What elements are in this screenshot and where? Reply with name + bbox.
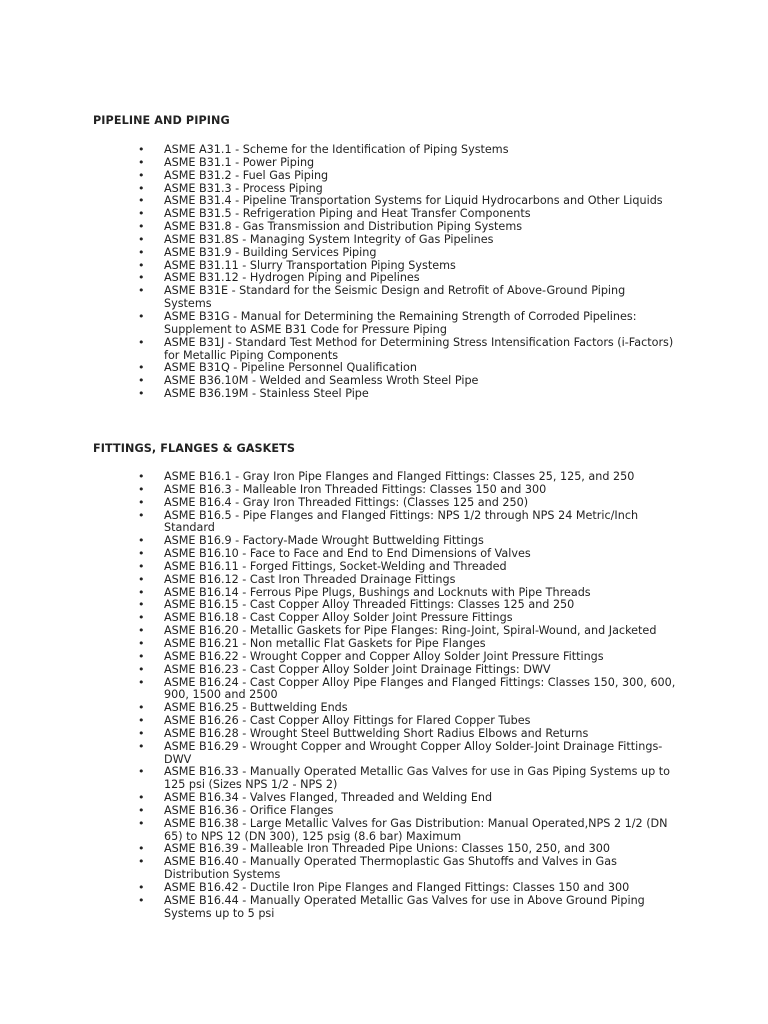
list-item-text: ASME B16.9 - Factory-Made Wrought Buttwelding Fittings bbox=[164, 534, 484, 548]
list-item bbox=[136, 388, 676, 401]
bullet-icon: • bbox=[138, 791, 145, 805]
list-item-text: ASME B31.11 - Slurry Transportation Piping Systems bbox=[164, 258, 456, 272]
bullet-icon: • bbox=[138, 881, 145, 894]
bullet-icon: • bbox=[138, 842, 145, 856]
list-item-text: ASME B16.39 - Malleable Iron Threaded Pipe Unions: Classes 150, 250, and 300 bbox=[164, 842, 611, 856]
list-item-text: ASME B16.33 - Manually Operated Metallic Gas Valves for use in Gas Piping Systems up to 125 psi (Sizes NPS 1/2 - NPS 2) bbox=[164, 765, 670, 792]
list-item-text: ASME B16.38 - Large Metallic Valves for Gas Distribution: Manual Operated,NPS 2 1/2 (DN 65) to NPS 12 (DN 300), 125 psig (8.6 bar) Maximum bbox=[164, 816, 668, 843]
list-item-text: ASME B36.10M - Welded and Seamless Wroth Steel Pipe bbox=[164, 374, 479, 388]
section-heading-pipeline-and-piping: PIPELINE AND PIPING bbox=[93, 114, 230, 127]
list-item bbox=[136, 285, 676, 311]
bullet-icon: • bbox=[138, 245, 145, 259]
bullet-icon: • bbox=[138, 194, 145, 208]
bullet-icon: • bbox=[138, 726, 145, 740]
bullet-icon: • bbox=[138, 232, 145, 246]
bullet-icon: • bbox=[138, 675, 145, 689]
bullet-icon: • bbox=[138, 335, 145, 349]
standards-list-piping bbox=[136, 144, 676, 401]
bullet-icon: • bbox=[138, 803, 145, 817]
bullet-icon: • bbox=[138, 374, 145, 388]
list-item-text: ASME B16.10 - Face to Face and End to End Dimensions of Valves bbox=[164, 547, 531, 561]
bullet-icon: • bbox=[138, 636, 145, 650]
list-item bbox=[136, 818, 676, 844]
list-item-text: ASME B16.44 - Manually Operated Metallic Gas Valves for use in Above Ground Piping Systems up to 5 psi bbox=[164, 893, 645, 920]
list-item-text: ASME A31.1 - Scheme for the Identification of Piping Systems bbox=[164, 143, 509, 156]
list-item-text: ASME B16.25 - Buttwelding Ends bbox=[164, 701, 348, 715]
list-item-text: ASME B31.5 - Refrigeration Piping and Heat Transfer Components bbox=[164, 207, 531, 221]
bullet-icon: • bbox=[138, 309, 145, 323]
list-item-text: ASME B16.34 - Valves Flanged, Threaded and Welding End bbox=[164, 791, 493, 805]
list-item-text: ASME B16.23 - Cast Copper Alloy Solder Joint Drainage Fittings: DWV bbox=[164, 662, 551, 676]
bullet-icon: • bbox=[138, 893, 145, 907]
bullet-icon: • bbox=[138, 598, 145, 612]
bullet-icon: • bbox=[138, 585, 145, 599]
list-item bbox=[136, 677, 676, 703]
list-item-text: ASME B16.18 - Cast Copper Alloy Solder Joint Pressure Fittings bbox=[164, 611, 513, 625]
list-item-text: ASME B31.4 - Pipeline Transportation Systems for Liquid Hydrocarbons and Other Liquids bbox=[164, 194, 663, 208]
list-item-text: ASME B16.15 - Cast Copper Alloy Threaded Fittings: Classes 125 and 250 bbox=[164, 598, 575, 612]
bullet-icon: • bbox=[138, 143, 145, 156]
bullet-icon: • bbox=[138, 207, 145, 221]
bullet-icon: • bbox=[138, 559, 145, 573]
list-item-text: ASME B16.26 - Cast Copper Alloy Fittings for Flared Copper Tubes bbox=[164, 714, 531, 728]
bullet-icon: • bbox=[138, 387, 145, 401]
bullet-icon: • bbox=[138, 765, 145, 779]
bullet-icon: • bbox=[138, 855, 145, 869]
list-item bbox=[136, 766, 676, 792]
list-item-text: ASME B31.9 - Building Services Piping bbox=[164, 245, 377, 259]
bullet-icon: • bbox=[138, 649, 145, 663]
list-item-text: ASME B36.19M - Stainless Steel Pipe bbox=[164, 387, 369, 401]
bullet-icon: • bbox=[138, 361, 145, 375]
list-item-text: ASME B31.3 - Process Piping bbox=[164, 181, 323, 195]
bullet-icon: • bbox=[138, 611, 145, 625]
list-item-text: ASME B31.8S - Managing System Integrity of Gas Pipelines bbox=[164, 232, 494, 246]
bullet-icon: • bbox=[138, 155, 145, 169]
bullet-icon: • bbox=[138, 495, 145, 509]
list-item bbox=[136, 856, 676, 882]
bullet-icon: • bbox=[138, 508, 145, 522]
bullet-icon: • bbox=[138, 534, 145, 548]
list-item-text: ASME B31J - Standard Test Method for Determining Stress Intensification Factors (i-Factors) for Metallic Piping Components bbox=[164, 335, 674, 362]
bullet-icon: • bbox=[138, 572, 145, 586]
list-item-text: ASME B16.28 - Wrought Steel Buttwelding Short Radius Elbows and Returns bbox=[164, 726, 589, 740]
bullet-icon: • bbox=[138, 258, 145, 272]
list-item bbox=[136, 741, 676, 767]
list-item-text: ASME B16.1 - Gray Iron Pipe Flanges and Flanged Fittings: Classes 25, 125, and 250 bbox=[164, 470, 635, 483]
list-item bbox=[136, 895, 676, 921]
bullet-icon: • bbox=[138, 662, 145, 676]
list-item-text: ASME B16.14 - Ferrous Pipe Plugs, Bushings and Locknuts with Pipe Threads bbox=[164, 585, 591, 599]
list-item-text: ASME B31.8 - Gas Transmission and Distribution Piping Systems bbox=[164, 220, 523, 234]
list-item-text: ASME B16.3 - Malleable Iron Threaded Fittings: Classes 150 and 300 bbox=[164, 482, 547, 496]
list-item-text: ASME B16.29 - Wrought Copper and Wrought Copper Alloy Solder-Joint Drainage Fittings-DWV bbox=[164, 739, 663, 766]
list-item-text: ASME B16.24 - Cast Copper Alloy Pipe Flanges and Flanged Fittings: Classes 150, 300, 600, 900, 1500 and 2500 bbox=[164, 675, 676, 702]
list-item-text: ASME B16.21 - Non metallic Flat Gaskets for Pipe Flanges bbox=[164, 636, 486, 650]
bullet-icon: • bbox=[138, 482, 145, 496]
bullet-icon: • bbox=[138, 284, 145, 298]
list-item-text: ASME B31.12 - Hydrogen Piping and Pipelines bbox=[164, 271, 420, 285]
bullet-icon: • bbox=[138, 816, 145, 830]
list-item-text: ASME B31Q - Pipeline Personnel Qualification bbox=[164, 361, 417, 375]
bullet-icon: • bbox=[138, 470, 145, 483]
bullet-icon: • bbox=[138, 739, 145, 753]
list-item-text: ASME B31.1 - Power Piping bbox=[164, 155, 315, 169]
list-item-text: ASME B31E - Standard for the Seismic Design and Retrofit of Above-Ground Piping Systems bbox=[164, 284, 626, 311]
standards-list-fittings bbox=[136, 471, 676, 921]
list-item-text: ASME B16.40 - Manually Operated Thermoplastic Gas Shutoffs and Valves in Gas Distribution Systems bbox=[164, 855, 617, 882]
list-item-text: ASME B16.42 - Ductile Iron Pipe Flanges and Flanged Fittings: Classes 150 and 300 bbox=[164, 881, 630, 894]
bullet-icon: • bbox=[138, 168, 145, 182]
bullet-icon: • bbox=[138, 547, 145, 561]
bullet-icon: • bbox=[138, 714, 145, 728]
list-item-text: ASME B31.2 - Fuel Gas Piping bbox=[164, 168, 329, 182]
list-item-text: ASME B16.5 - Pipe Flanges and Flanged Fittings: NPS 1/2 through NPS 24 Metric/Inch Standard bbox=[164, 508, 639, 535]
bullet-icon: • bbox=[138, 624, 145, 638]
list-item-text: ASME B16.12 - Cast Iron Threaded Drainage Fittings bbox=[164, 572, 456, 586]
list-item-text: ASME B16.11 - Forged Fittings, Socket-Welding and Threaded bbox=[164, 559, 507, 573]
bullet-icon: • bbox=[138, 181, 145, 195]
list-item-text: ASME B16.4 - Gray Iron Threaded Fittings: (Classes 125 and 250) bbox=[164, 495, 529, 509]
section-heading-fittings-flanges-gaskets: FITTINGS, FLANGES & GASKETS bbox=[93, 442, 296, 455]
bullet-icon: • bbox=[138, 271, 145, 285]
list-item-text: ASME B31G - Manual for Determining the Remaining Strength of Corroded Pipelines: Supplement to ASME B31 Code for Pressure Piping bbox=[164, 309, 637, 336]
list-item bbox=[136, 311, 676, 337]
list-item-text: ASME B16.22 - Wrought Copper and Copper Alloy Solder Joint Pressure Fittings bbox=[164, 649, 604, 663]
bullet-icon: • bbox=[138, 701, 145, 715]
list-item bbox=[136, 510, 676, 536]
list-item bbox=[136, 337, 676, 363]
list-item-text: ASME B16.20 - Metallic Gaskets for Pipe Flanges: Ring-Joint, Spiral-Wound, and Jacketed bbox=[164, 624, 657, 638]
bullet-icon: • bbox=[138, 220, 145, 234]
list-item-text: ASME B16.36 - Orifice Flanges bbox=[164, 803, 334, 817]
